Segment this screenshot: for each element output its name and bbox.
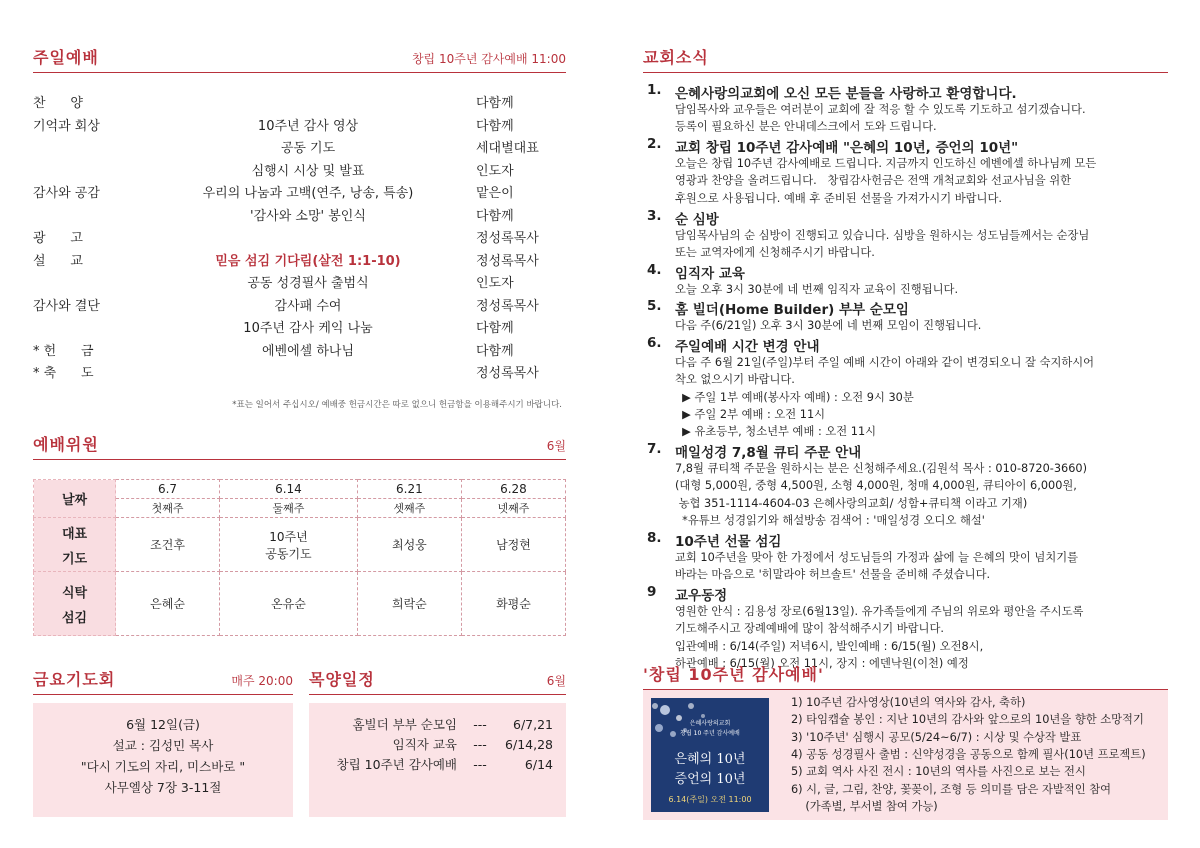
meal-label <box>34 572 116 636</box>
anniversary-item: 5) 교회 역사 사진 전시 : 10년의 역사를 사진으로 보는 전시 <box>791 765 1086 779</box>
news-text: 교회 10주년을 맞아 한 가정에서 성도님들의 가정과 삶에 늘 은혜의 맛이 넘치기를 <box>675 550 1079 564</box>
news-text: 기도해주시고 장례예배에 많이 참석해주시기 바랍니다. <box>675 622 944 636</box>
poster-caption: 창립 10 주년 감사예배 <box>680 730 740 737</box>
friday-header <box>33 669 293 695</box>
servants-table <box>33 479 566 636</box>
pastoral-dash: --- <box>473 717 487 732</box>
pastoral-row <box>309 755 566 775</box>
pastoral-name: 창립 10주년 감사예배 <box>336 757 457 772</box>
news-text: ▶ 주일 2부 예배 : 오전 11시 <box>675 408 826 422</box>
prayer-label-line: 기도 <box>61 551 88 567</box>
order-content: 에벤에셀 하나님 <box>261 343 355 359</box>
pastoral-date: 6/14 <box>524 757 553 772</box>
worship-order-row <box>33 116 566 138</box>
prayer-label <box>34 518 116 572</box>
pastoral-month: 6월 <box>546 674 566 688</box>
news-title: 홈 빌더(Home Builder) 부부 순모임 <box>675 302 909 319</box>
order-content: 10주년 감사 케익 나눔 <box>243 321 373 336</box>
anniversary-item: 6) 시, 글, 그림, 찬양, 꽃꽂이, 조형 등 의미를 담은 자발적인 참여 <box>791 782 1112 796</box>
prayer-cell <box>220 518 358 572</box>
pastoral-box <box>309 703 566 817</box>
pastoral-row <box>309 715 566 735</box>
pastoral-name: 홈빌더 부부 순모임 <box>352 717 457 732</box>
order-category: * 헌 금 <box>33 343 94 359</box>
order-category: 광 고 <box>33 231 83 246</box>
worship-header <box>33 47 566 73</box>
friday-scripture: 사무엘상 7장 3-11절 <box>104 780 222 795</box>
news-text: 다음 주 6월 21일(주일)부터 주일 예배 시간이 아래와 같이 변경되오니 잘 숙지하시어 <box>675 356 1095 370</box>
order-person: 다함께 <box>476 343 514 359</box>
anniversary-title: '창립 10주년 감사예배' <box>643 665 824 684</box>
prayer-cell: 조건후 <box>116 518 220 572</box>
anniversary-item: 1) 10주년 감사영상(10년의 역사와 감사, 축하) <box>791 696 1026 709</box>
worship-subtitle: 창립 10주년 감사예배 11:00 <box>411 52 566 66</box>
worship-order-row <box>33 93 566 115</box>
pastoral-dash: --- <box>473 757 487 772</box>
order-person: 맡은이 <box>476 186 514 201</box>
news-text: 다음 주(6/21일) 오후 3시 30분에 네 번째 모임이 진행됩니다. <box>675 319 982 333</box>
news-number: 1. <box>647 82 662 98</box>
meal-cell: 희락순 <box>357 572 461 636</box>
worship-order-row <box>33 341 566 363</box>
news-text: 오늘은 창립 10주년 감사예배로 드립니다. 지금까지 인도하신 에벤에셀 하나님께 모든 <box>675 157 1097 171</box>
news-text: 담임목사님의 순 심방이 진행되고 있습니다. 심방을 원하시는 성도님들께서는 순장님 <box>675 228 1090 242</box>
news-header <box>643 47 1168 73</box>
friday-sermon-title: "다시 기도의 자리, 미스바로 " <box>80 759 246 774</box>
news-number: 9 <box>647 584 657 600</box>
date-cell: 6.28 <box>461 480 565 499</box>
sermon-title: 믿음 섬김 기다림(살전 1:1-10) <box>215 253 401 269</box>
worship-order-row <box>33 228 566 250</box>
prayer-cell-line: 10주년 <box>269 529 308 544</box>
worship-order-row <box>33 296 566 318</box>
pastoral-row <box>309 735 566 755</box>
week-cell: 둘째주 <box>220 499 358 518</box>
order-person: 정성록목사 <box>476 298 539 314</box>
news-title: 은혜사랑의교회에 오신 모든 분들을 사랑하고 환영합니다. <box>675 86 1017 102</box>
order-person: 정성록목사 <box>476 366 539 381</box>
news-title: 임직자 교육 <box>675 265 745 282</box>
pastoral-name: 임직자 교육 <box>392 737 457 752</box>
news-text: 입관예배 : 6/14(주일) 저녁6시, 발인예배 : 6/15(월) 오전8시, <box>675 639 984 653</box>
news-title: 순 심방 <box>675 211 719 228</box>
worship-note: *표는 일어서 주십시오/ 예배중 헌금시간은 따로 없으니 헌금함을 이용해주시기 바랍니다. <box>232 400 562 410</box>
anniversary-item: 3) '10주년' 심행시 공모(5/24~6/7) : 시상 및 수상작 발표 <box>791 730 1082 744</box>
worship-order-row <box>33 363 566 385</box>
anniversary-poster <box>651 698 769 812</box>
order-content: 10주년 감사 영상 <box>257 118 359 134</box>
order-content: 공동 기도 <box>280 141 336 156</box>
order-person: 다함께 <box>476 118 514 134</box>
news-text: 오늘 오후 3시 30분에 네 번째 임직자 교육이 진행됩니다. <box>675 282 959 296</box>
order-content: 공동 성경필사 출범식 <box>247 276 369 291</box>
news-number: 4. <box>647 261 662 278</box>
news-text: ▶ 유초등부, 청소년부 예배 : 오전 11시 <box>675 425 877 439</box>
worship-order-row <box>33 318 566 340</box>
anniversary-item: 2) 타임캡슐 봉인 : 지난 10년의 감사와 앞으로의 10년을 향한 소망적기 <box>791 713 1144 727</box>
pastoral-date: 6/14,28 <box>505 737 553 752</box>
pastoral-header <box>309 669 566 695</box>
friday-sub: 매주 20:00 <box>231 674 293 688</box>
meal-cell: 은혜순 <box>116 572 220 636</box>
anniversary-item: (가족별, 부서별 참여 가능) <box>791 799 938 813</box>
worship-title: 주일예배 <box>33 48 99 67</box>
news-title: 매일성경 7,8월 큐티 주문 안내 <box>675 445 862 462</box>
meal-cell: 온유순 <box>220 572 358 636</box>
news-text: *유튜브 성경읽기와 해설방송 검색어 : '매일성경 오디오 해설' <box>675 514 985 528</box>
date-cell: 6.7 <box>116 480 220 499</box>
news-number: 8. <box>647 529 662 546</box>
news-text: 7,8월 큐티책 주문을 원하시는 분은 신청해주세요.(김원석 목사 : 010-8720-3660) <box>675 462 1088 476</box>
news-number: 6. <box>647 335 662 352</box>
prayer-cell: 남정현 <box>461 518 565 572</box>
poster-line1: 은혜의 10년 <box>674 752 746 767</box>
poster-line2: 증언의 10년 <box>674 772 746 787</box>
poster-date: 6.14(주일) 오전 11:00 <box>668 795 752 804</box>
order-content: 우리의 나눔과 고백(연주, 낭송, 특송) <box>202 186 414 201</box>
order-category: 감사와 결단 <box>33 298 100 314</box>
news-title: 10주년 선물 섬김 <box>675 533 782 550</box>
order-person: 다함께 <box>476 321 514 336</box>
order-person: 정성록목사 <box>476 253 539 269</box>
news-text: 후원으로 사용됩니다. 예배 후 준비된 선물을 가져가시기 바랍니다. <box>675 191 1002 205</box>
worship-order-row <box>33 251 566 273</box>
friday-box <box>33 703 293 817</box>
anniversary-item: 4) 공동 성경필사 출범 : 신약성경을 공동으로 함께 필사(10년 프로젝트) <box>791 747 1146 761</box>
order-category: 설 교 <box>33 253 83 269</box>
order-category: 기억과 회상 <box>33 118 100 134</box>
order-person: 인도자 <box>476 276 514 291</box>
order-person: 다함께 <box>476 96 514 111</box>
news-number: 3. <box>647 207 662 224</box>
friday-preacher: 설교 : 김성민 목사 <box>112 738 214 753</box>
anniversary-box <box>643 690 1168 820</box>
news-title: 교우동정 <box>675 588 728 604</box>
order-content: 심행시 시상 및 발표 <box>251 163 365 179</box>
prayer-cell-line: 공동기도 <box>265 546 312 561</box>
news-text: 영원한 안식 : 김용성 장로(6월13일). 유가족들에게 주님의 위로와 평안을 주시도록 <box>675 605 1084 618</box>
friday-title: 금요기도회 <box>33 670 116 689</box>
meal-label-line: 식탁 <box>61 585 88 601</box>
order-person: 인도자 <box>476 163 514 179</box>
anniversary-header <box>643 664 1168 690</box>
news-text: 바라는 마음으로 '히말라야 허브솔트' 선물을 준비해 주셨습니다. <box>675 568 991 582</box>
news-text: 영광과 찬양을 올려드립니다. 창립감사헌금은 전액 개척교회와 선교사님을 위한 <box>675 174 1072 188</box>
order-content: 감사패 수여 <box>274 298 342 314</box>
servants-month: 6월 <box>546 439 566 453</box>
week-cell: 넷째주 <box>461 499 565 518</box>
news-number: 5. <box>647 298 662 315</box>
order-content: '감사와 소망' 봉인식 <box>250 208 366 224</box>
date-cell: 6.21 <box>357 480 461 499</box>
news-text: (대형 5,000원, 중형 4,500원, 소형 4,000원, 청매 4,000원, 큐티아이 6,000원, <box>675 479 1077 493</box>
news-text: 하관예배 : 6/15(월) 오전 11시, 장지 : 에덴낙원(이천) 예정 <box>675 656 969 670</box>
prayer-cell: 최성웅 <box>357 518 461 572</box>
meal-label-line: 섬김 <box>61 610 88 626</box>
news-text: ▶ 주일 1부 예배(봉사자 예배) : 오전 9시 30분 <box>675 390 914 404</box>
servants-title: 예배위원 <box>33 435 99 454</box>
order-category: * 축 도 <box>33 366 94 381</box>
news-text: 착오 없으시기 바랍니다. <box>675 373 795 387</box>
news-title: 교회소식 <box>643 48 709 67</box>
worship-order-row <box>33 138 566 160</box>
order-category: 찬 양 <box>33 96 83 111</box>
order-person: 정성록목사 <box>476 231 539 246</box>
worship-order-row <box>33 206 566 228</box>
meal-cell: 화평순 <box>461 572 565 636</box>
prayer-label-line: 대표 <box>61 526 88 542</box>
poster-church: 은혜사랑의교회 <box>689 720 731 727</box>
week-cell: 첫째주 <box>116 499 220 518</box>
date-label: 날짜 <box>34 480 116 518</box>
news-number: 7. <box>647 441 662 458</box>
news-text: 등록이 필요하신 분은 안내데스크에서 도와 드립니다. <box>675 120 937 134</box>
order-person: 다함께 <box>476 208 514 224</box>
news-text: 또는 교역자에게 신청해주시기 바랍니다. <box>675 245 875 259</box>
news-number: 2. <box>647 136 662 153</box>
pastoral-date: 6/7,21 <box>513 717 553 732</box>
pastoral-dash: --- <box>473 737 487 752</box>
date-cell: 6.14 <box>220 480 358 499</box>
worship-order-row <box>33 161 566 183</box>
week-cell: 셋째주 <box>357 499 461 518</box>
order-person: 세대별대표 <box>476 141 539 156</box>
order-category: 감사와 공감 <box>33 186 100 201</box>
servants-header <box>33 434 566 460</box>
worship-order-row <box>33 273 566 295</box>
worship-order-row <box>33 183 566 205</box>
friday-date: 6월 12일(금) <box>126 717 200 732</box>
news-text: 담임목사와 교우들은 여러분이 교회에 잘 적응 할 수 있도록 기도하고 섬기겠습니다. <box>675 103 1086 116</box>
pastoral-title: 목양일정 <box>309 670 375 689</box>
news-title: 주일예배 시간 변경 안내 <box>675 339 820 356</box>
news-text: 농협 351-1114-4604-03 은혜사랑의교회/ 성함+큐티책 이라고 기재) <box>675 496 1028 510</box>
news-title: 교회 창립 10주년 감사예배 "은혜의 10년, 증언의 10년" <box>675 140 1019 157</box>
